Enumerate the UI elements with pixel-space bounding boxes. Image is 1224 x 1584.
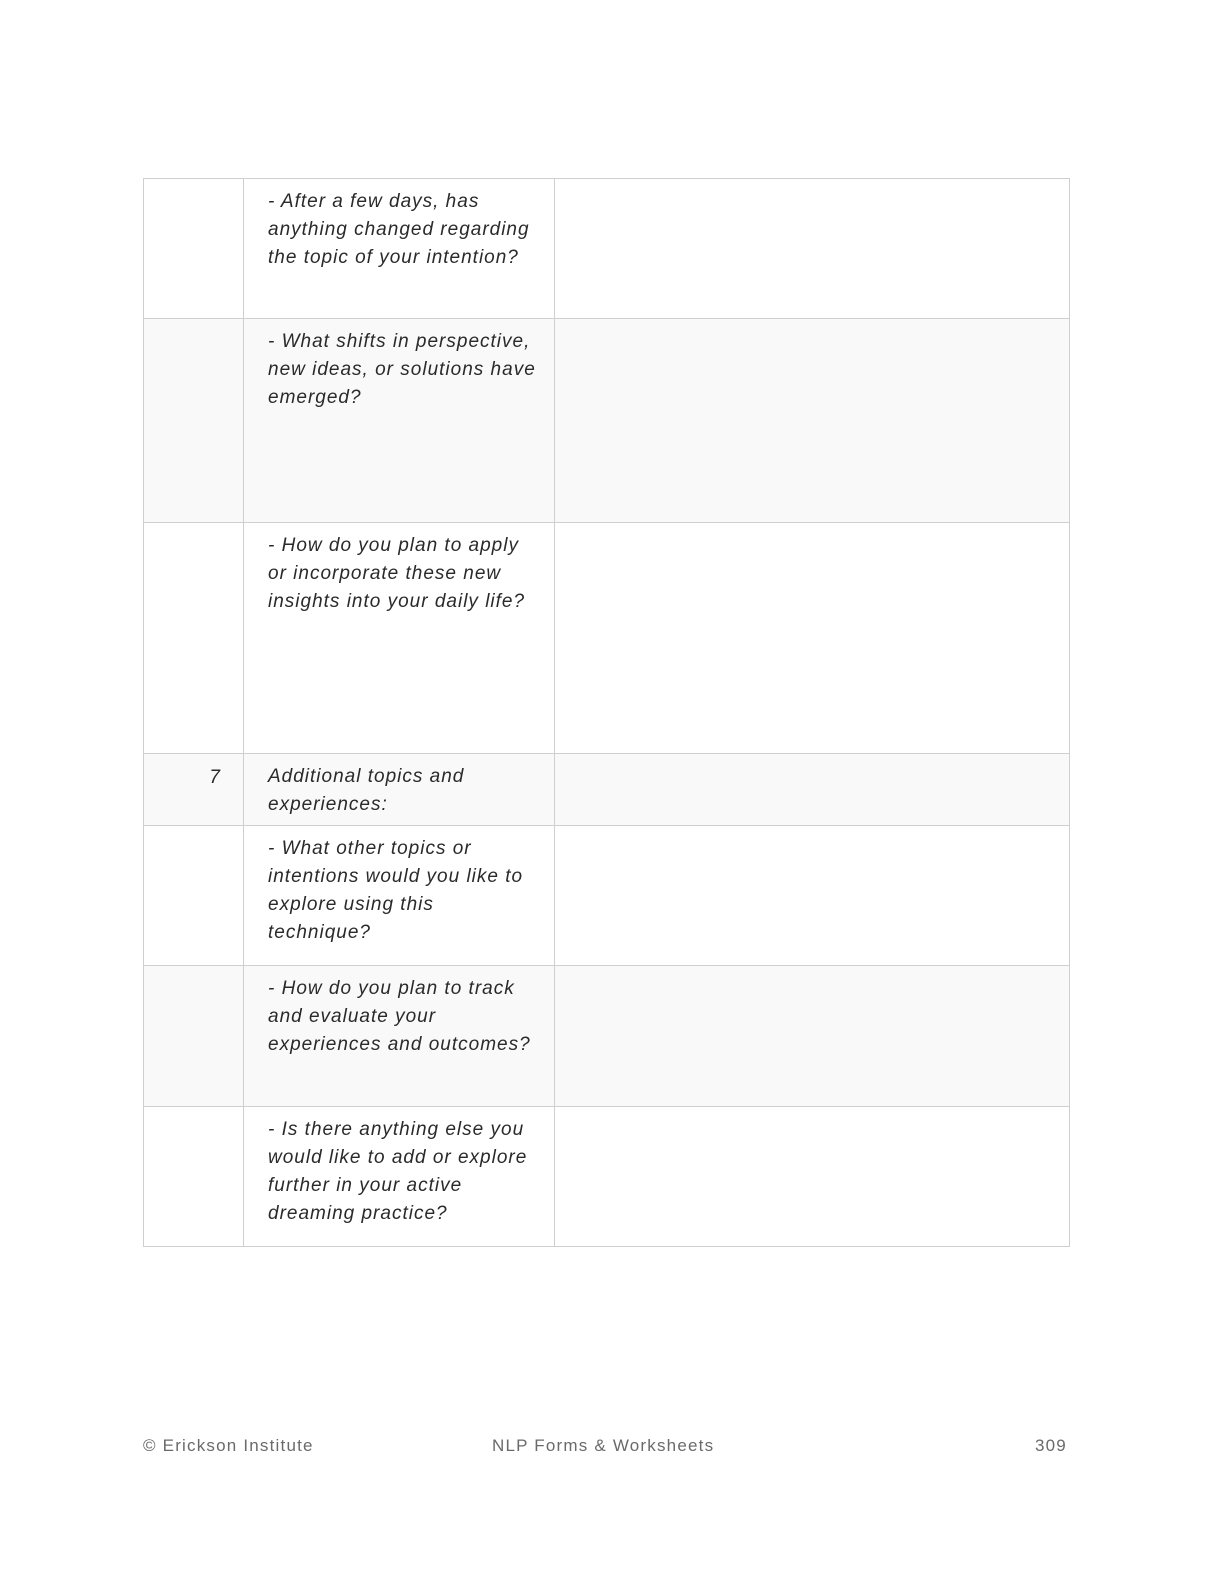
row-number — [144, 319, 244, 523]
table-row — [144, 754, 1070, 826]
footer-copyright: © Erickson Institute — [143, 1436, 314, 1455]
answer-cell[interactable] — [555, 523, 1070, 754]
question-cell: - What other topics or intentions would you like to explore using this technique? — [244, 826, 555, 966]
row-number — [144, 523, 244, 754]
question-cell: - What shifts in perspective, new ideas, or solutions have emerged? — [244, 319, 555, 523]
answer-cell[interactable] — [555, 826, 1070, 966]
question-cell: - After a few days, has anything changed regarding the topic of your intention? — [244, 179, 555, 319]
table-row — [144, 1107, 1070, 1247]
worksheet-table — [143, 178, 1070, 1247]
row-number — [144, 826, 244, 966]
answer-cell[interactable] — [555, 966, 1070, 1107]
page-number: 309 — [1035, 1436, 1067, 1455]
question-cell: - How do you plan to apply or incorporate these new insights into your daily life? — [244, 523, 555, 754]
table-row — [144, 179, 1070, 319]
table-row — [144, 826, 1070, 966]
table-row — [144, 966, 1070, 1107]
answer-cell[interactable] — [555, 754, 1070, 826]
answer-cell[interactable] — [555, 179, 1070, 319]
row-number — [144, 1107, 244, 1247]
answer-cell[interactable] — [555, 1107, 1070, 1247]
answer-cell[interactable] — [555, 319, 1070, 523]
footer-title: NLP Forms & Worksheets — [492, 1436, 715, 1455]
row-number — [144, 966, 244, 1107]
question-cell: - Is there anything else you would like to add or explore further in your active dreaming practice? — [244, 1107, 555, 1247]
table-row — [144, 523, 1070, 754]
table-row — [144, 319, 1070, 523]
section-heading-cell: Additional topics and experiences: — [244, 754, 555, 826]
row-number: 7 — [144, 754, 244, 826]
question-cell: - How do you plan to track and evaluate your experiences and outcomes? — [244, 966, 555, 1107]
row-number — [144, 179, 244, 319]
